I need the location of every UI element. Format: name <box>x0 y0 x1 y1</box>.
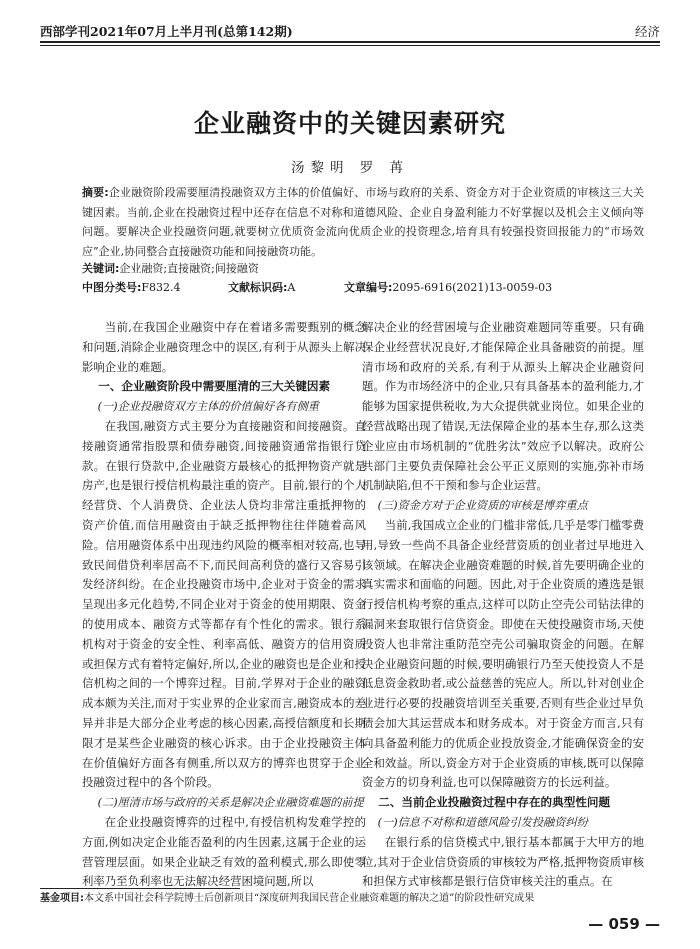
running-header <box>40 20 660 40</box>
article-number: 文章编号:2095-6916(2021)13-0059-03 <box>344 281 553 294</box>
body-paragraph: 在企业投融资博弈的过程中,有授信机构发难学控的方面,例如决定企业能否盈利的内生因素,这属于企业的运营管理层面。如果企业缺乏有效的盈利模式,那么即使零利率乃至负利率也无法解决经营困境问题,所以 <box>82 814 366 889</box>
body-column-right <box>362 318 644 892</box>
article-metadata <box>82 279 644 297</box>
subsection-heading: (二)厘清市场与政府的关系是解决企业融资难题的前提 <box>97 796 364 810</box>
footnote-text: 本文系中国社会科学院博士后创新项目“深度研判我国民营企业融资难题的解决之道”的阶段性研究成果 <box>84 893 535 904</box>
abstract-text: 企业融资阶段需要厘清投融资双方主体的价值偏好、市场与政府的关系、资金方对于企业资质的审核这三大关键因素。当前,企业在投融资过程中还存在信息不对称和道德风险、企业自身盈利能力不好掌握以及机会主义倾向等问题。要解决企业投融资问题,就要树立优质资金流向优质企业的投资理念,培育具有较强投资回报能力的“市场效应”企业,协同整合直接融资功能和间接融资功能。 <box>82 186 644 258</box>
abstract-label: 摘要: <box>82 186 109 199</box>
subsection-heading: (一)企业投融资双方主体的价值偏好各有侧重 <box>97 400 319 414</box>
page-number: — 059 — <box>588 915 660 933</box>
section-heading: 二、当前企业投融资过程中存在的典型性问题 <box>378 795 611 810</box>
body-column-left <box>82 318 366 892</box>
article-authors: 汤黎明 罗 苒 <box>290 160 410 176</box>
section-label: 经济 <box>634 24 660 39</box>
document-code: 文献标识码:A <box>228 281 296 294</box>
funding-footnote <box>40 892 660 906</box>
footnote-rule <box>40 888 240 889</box>
body-paragraph: 当前,在我国企业融资中存在着诸多需要甄别的概念和问题,消除企业融资理念中的误区,有利于从源头上解决影响企业的难题。 <box>82 320 366 374</box>
keywords-text: 企业融资;直接融资;间接融资 <box>119 262 259 275</box>
body-paragraph: 当前,我国成立企业的门槛非常低,几乎是零门槛零费用,导致一些尚不具备企业经营资质的创业者过早地进入该领域。在解决企业融资难题的时候,首先要明确企业的真实需求和面临的问题。因此,对于企业资质的遴选是银行授信机构考察的重点,这样可以防止空壳公司钻法律的漏洞来套取银行信贷资金。即使在天使投融资市场,天使投资人也非常注重防范空壳公司骗取资金的问题。在解决企业融资问题的时候,要明确银行乃至天使投资人不是低息资金救助者,或公益慈善的宪应人。所以,针对创业企业进行必要的投融资培训至关重要,否则有些企业过早负债会加大其运营成本和财务成本。对于资金方而言,只有向具备盈利能力的优质企业投放资金,才能确保资金的安全和效益。所以,资金方对于企业资质的审核,既可以保障资金方的切身利益,也可以保障融资方的长远利益。 <box>362 517 644 790</box>
keywords <box>82 260 644 278</box>
subsection-heading: (一)信息不对称和道德风险引发投融资纠纷 <box>377 815 588 829</box>
clc-number: 中图分类号:F832.4 <box>82 281 181 294</box>
section-heading: 一、企业融资阶段中需要厘清的三大关键因素 <box>98 379 331 394</box>
footnote-label: 基金项目: <box>40 893 84 904</box>
subsection-heading: (三)资金方对于企业资质的审核是博弈重点 <box>377 499 588 513</box>
article-title: 企业融资中的关键因素研究 <box>193 109 506 138</box>
header-rule-thick <box>40 41 660 43</box>
abstract <box>82 183 644 261</box>
journal-issue-line: 西部学刊2021年07月上半月刊(总第142期) <box>40 24 293 39</box>
body-paragraph: 在银行系的信贷模式中,银行基本都属于大甲方的地位,其对于企业信贷资质的审核较为严格,抵押物资质审核和担保方式审核都是银行信贷审核关注的重点。在 <box>362 834 644 889</box>
body-paragraph: 解决企业的经营困境与企业融资难题同等重要。只有确保企业经营状况良好,才能保障企业具备融资的前提。厘清市场和政府的关系,有利于从源头上解决企业融资问题。作为市场经济中的企业,只有具备基本的盈利能力,才能够为国家提供税收,为大众提供就业岗位。如果企业的经营战略出现了错误,无法保障企业的基本生存,那么这类企业应由市场机制的“优胜劣汰”效应予以解决。政府公共部门主要负责保障社会公平正义原则的实施,弥补市场机制缺陷,但不干预和参与企业运营。 <box>362 320 644 493</box>
keywords-label: 关键词: <box>82 262 120 275</box>
body-paragraph: 在我国,融资方式主要分为直接融资和间接融资。直接融资通常指股票和债券融资,间接融资通常指银行贷款。在银行贷款中,企业融资方最核心的抵押物资产就是房产,也是银行授信机构最注重的资产。目前,银行的个人经营贷、个人消费贷、企业法人贷均非常注重抵押物的资产价值,而信用融资由于缺乏抵押物往往伴随着高风险。信用融资体系中出现违约风险的概率相对较高,也导致民间借贷利率居高不下,而民间高利贷的盛行又容易引发经济纠纷。在企业投融资市场中,企业对于资金的需求呈现出多元化趋势,不同企业对于资金的使用期限、资金的使用成本、融资方式等都存有个性化的需求。银行系机构对于资金的安全性、利率高低、融资方的信用资质或担保方式有着特定偏好,所以,企业的融资也是企业和授信机构之间的一个博弈过程。目前,学界对于企业的融资成本颇为关注,而对于实业界的企业家而言,融资成本的差异并非是大部分企业考虑的核心因素,高授信额度和长期限才是某些企业融资的核心诉求。由于企业投融资主体在价值偏好方面各有侧重,所以双方的博弈也贯穿于企业投融资过程中的各个阶段。 <box>82 418 366 790</box>
header-rule-thin <box>40 45 660 46</box>
